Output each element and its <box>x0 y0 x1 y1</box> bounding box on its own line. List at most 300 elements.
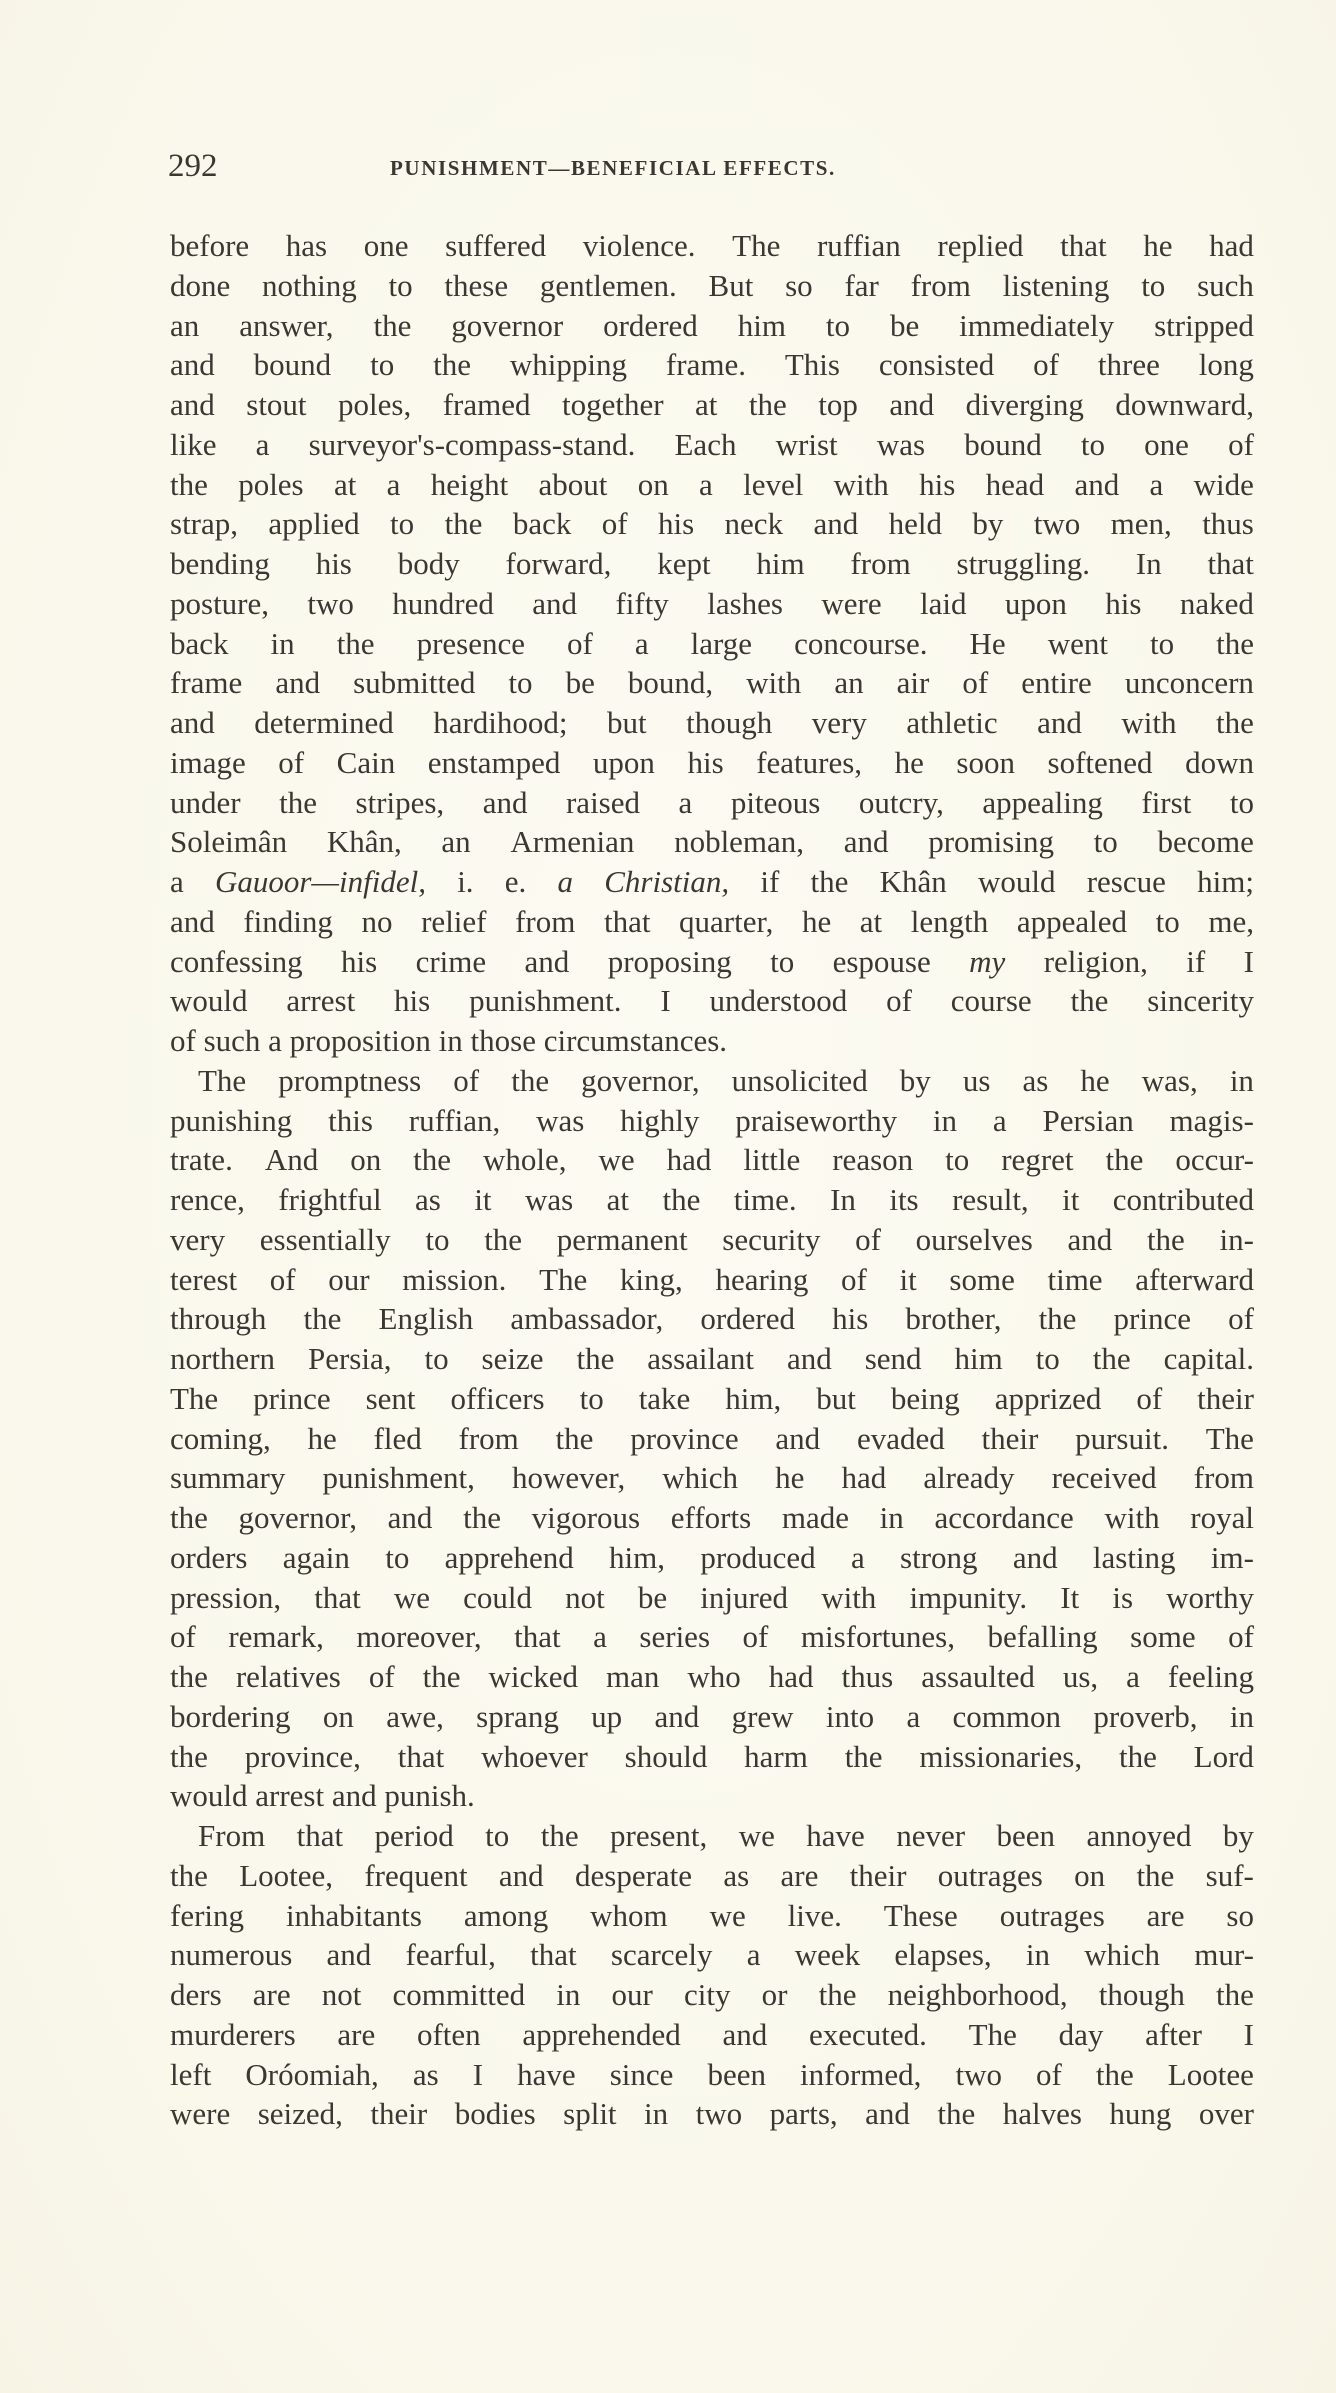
word: nothing <box>262 267 357 303</box>
word: though <box>686 705 773 740</box>
word: features, <box>756 744 863 780</box>
word: had <box>1209 228 1254 263</box>
word: remark, <box>228 1619 324 1655</box>
word: promptness <box>278 1062 422 1098</box>
word: to <box>770 943 795 979</box>
word: him <box>756 546 805 581</box>
word: ruffian <box>816 228 901 263</box>
word: such <box>1197 267 1254 303</box>
word: us <box>962 1062 991 1098</box>
word: as <box>412 2056 439 2092</box>
word: posture, <box>170 585 270 621</box>
word: the <box>555 1420 594 1456</box>
word: we <box>709 1897 746 1933</box>
word: by <box>972 506 1004 542</box>
word: halves <box>1002 2096 1082 2132</box>
word: of <box>841 1261 867 1297</box>
word: understood <box>709 983 848 1019</box>
word: the <box>1216 625 1254 661</box>
word: sincerity <box>1147 983 1254 1019</box>
word: not <box>565 1579 605 1615</box>
word: gentlemen. <box>539 267 677 303</box>
word: the <box>433 347 471 383</box>
word: punishment. <box>469 983 622 1019</box>
word: again <box>282 1539 350 1575</box>
word: take <box>638 1380 691 1416</box>
word: murderers <box>170 2016 296 2052</box>
word: those <box>470 1023 536 1058</box>
word: we <box>598 1142 635 1178</box>
word: coming, <box>170 1420 271 1456</box>
word: to <box>1035 1341 1060 1376</box>
word: was <box>536 1102 585 1138</box>
word: and <box>813 506 859 542</box>
word: about <box>538 466 608 502</box>
word: province, <box>244 1738 361 1774</box>
word: and <box>275 665 321 701</box>
word: and <box>170 705 215 740</box>
word: The <box>198 1062 247 1098</box>
word: evaded <box>856 1420 945 1456</box>
word: terest <box>170 1261 238 1297</box>
word: the <box>484 1221 523 1257</box>
word: hung <box>1109 2096 1172 2132</box>
word: however, <box>511 1460 626 1496</box>
word: that <box>530 1937 577 1973</box>
word: would <box>977 864 1056 899</box>
word: arrest <box>286 983 356 1019</box>
text-line <box>170 1538 1254 1578</box>
word: and <box>482 784 528 820</box>
word: proverb, <box>1093 1698 1198 1734</box>
word: his <box>315 546 352 581</box>
word: in <box>556 1977 581 2012</box>
word: if <box>1186 943 1206 979</box>
word: been <box>996 1818 1056 1853</box>
word: punishing <box>170 1102 293 1138</box>
word: of <box>601 506 628 542</box>
text-line <box>170 942 1254 982</box>
word: that <box>397 1738 445 1774</box>
word: top <box>818 387 858 422</box>
word: king, <box>619 1261 683 1297</box>
word: and <box>843 824 889 860</box>
word: from <box>515 903 576 939</box>
word: but <box>607 705 647 740</box>
word: by <box>899 1062 931 1098</box>
word: the <box>1095 2056 1134 2092</box>
word: are <box>252 1977 291 2012</box>
word: unsolicited <box>731 1062 868 1098</box>
word: very <box>170 1221 226 1257</box>
word: the <box>170 466 208 502</box>
word: of <box>1036 2056 1062 2092</box>
text-line <box>170 663 1254 703</box>
word: bound <box>964 426 1042 462</box>
word: being <box>890 1380 960 1416</box>
word: us, <box>1062 1659 1099 1694</box>
word: become <box>1157 824 1254 860</box>
word: we <box>393 1579 430 1615</box>
text-line <box>170 902 1254 942</box>
word: awe, <box>386 1698 444 1734</box>
word: suffered <box>445 228 547 263</box>
word: seized, <box>257 2096 343 2132</box>
word: Each <box>674 426 737 462</box>
word: it <box>1062 1182 1080 1217</box>
word: the <box>170 1738 208 1774</box>
word: the <box>413 1142 452 1178</box>
text-line <box>170 981 1254 1021</box>
word: never <box>896 1818 966 1853</box>
text-line <box>170 1816 1254 1856</box>
word: to <box>825 307 851 343</box>
word: to <box>579 1380 604 1416</box>
word: day <box>1058 2016 1104 2052</box>
word: and <box>170 347 215 383</box>
word: appealing <box>982 784 1103 820</box>
word: of <box>170 1619 196 1655</box>
word: our <box>611 1977 653 2012</box>
word: royal <box>1190 1500 1254 1535</box>
word: I <box>1243 2016 1254 2052</box>
word: him, <box>725 1380 782 1416</box>
word: city <box>684 1977 731 2012</box>
word: The <box>1205 1420 1254 1456</box>
word: upon <box>1004 585 1067 621</box>
word: e. <box>504 864 527 899</box>
text-line <box>170 1260 1254 1300</box>
word: outrages <box>937 1857 1043 1893</box>
word: entire <box>1021 665 1092 701</box>
word: Lord <box>1193 1738 1254 1774</box>
word: to <box>508 665 533 701</box>
word: the <box>844 1738 883 1774</box>
word: upon <box>592 744 655 780</box>
word: into <box>825 1698 875 1734</box>
text-line <box>170 226 1254 266</box>
word: he <box>1143 228 1173 263</box>
word: of <box>170 1023 196 1058</box>
word: who <box>687 1659 741 1694</box>
word: praiseworthy <box>735 1102 898 1138</box>
word: raised <box>565 784 641 820</box>
word: sprang <box>476 1698 559 1734</box>
word: bound <box>253 347 332 383</box>
word: Soleimân <box>170 824 288 860</box>
word: he <box>775 1460 805 1496</box>
word: relatives <box>235 1659 341 1694</box>
word: to <box>390 506 415 542</box>
word: The <box>968 2016 1017 2052</box>
word: split <box>563 2096 617 2132</box>
word: circumstances. <box>543 1023 728 1058</box>
word: And <box>264 1142 319 1178</box>
word: course <box>950 983 1032 1019</box>
word: fifty <box>615 585 669 621</box>
word: but <box>816 1380 856 1416</box>
text-line <box>170 544 1254 584</box>
word: three <box>1097 347 1160 383</box>
text-line <box>170 1975 1254 2015</box>
word: a <box>678 784 693 820</box>
word: thus <box>1202 506 1254 542</box>
word: whoever <box>481 1738 588 1774</box>
word: in <box>644 2096 669 2132</box>
word: apprized <box>994 1380 1102 1416</box>
word: answer, <box>239 307 334 343</box>
word: that <box>603 903 651 939</box>
text-line <box>170 345 1254 385</box>
text-line <box>170 1379 1254 1419</box>
word: a <box>1126 1659 1140 1694</box>
word: These <box>883 1897 958 1933</box>
word: his <box>340 943 378 979</box>
word: the <box>373 307 412 343</box>
word: it <box>474 1182 492 1217</box>
word: But <box>708 267 754 303</box>
word: him <box>954 1341 1003 1376</box>
word: In <box>830 1182 856 1217</box>
text-line <box>170 306 1254 346</box>
word: made <box>781 1500 849 1535</box>
word: highly <box>620 1102 700 1138</box>
word: a <box>906 1698 921 1734</box>
word: Lootee <box>1167 2056 1254 2092</box>
word: struggling. <box>956 546 1090 581</box>
word: send <box>864 1341 922 1376</box>
word: He <box>969 625 1006 661</box>
word: his <box>657 506 695 542</box>
word: pression, <box>170 1579 282 1615</box>
word: frame. <box>665 347 746 383</box>
word: under <box>170 784 241 820</box>
word: a <box>557 864 574 899</box>
word: an <box>441 824 471 860</box>
text-line <box>170 1061 1254 1101</box>
word: a <box>746 1937 761 1973</box>
word: had <box>841 1460 887 1496</box>
word: ders <box>170 1977 222 2012</box>
word: to <box>1149 625 1175 661</box>
word: Lootee, <box>239 1857 334 1893</box>
word: security <box>722 1221 821 1257</box>
word: soon <box>956 744 1015 780</box>
word: Armenian <box>510 824 635 860</box>
word: their <box>1197 1380 1254 1416</box>
word: after <box>1145 2016 1202 2052</box>
text-line <box>170 584 1254 624</box>
word: diverging <box>965 387 1084 422</box>
word: that <box>1060 228 1107 263</box>
word: on <box>322 1698 354 1734</box>
word: so <box>785 267 813 303</box>
word: level <box>743 466 804 502</box>
word: frequent <box>364 1857 468 1893</box>
word: to <box>385 1539 410 1575</box>
word: appealed <box>1016 903 1128 939</box>
text-line <box>170 1220 1254 1260</box>
word: the <box>511 1062 550 1098</box>
word: which <box>1084 1937 1161 1973</box>
word: of <box>567 625 593 661</box>
word: some <box>1130 1619 1196 1655</box>
word: would <box>170 1778 248 1814</box>
word: a <box>1149 466 1164 502</box>
word: violence. <box>582 228 696 263</box>
word: the <box>444 506 483 542</box>
word: magis- <box>1169 1102 1254 1138</box>
word: apprehend <box>444 1539 574 1575</box>
word: as <box>1022 1062 1049 1098</box>
word: have <box>517 2056 576 2092</box>
word: impunity. <box>909 1579 1028 1615</box>
word: common <box>952 1698 1062 1734</box>
word: athletic <box>906 705 998 740</box>
word: together <box>561 387 664 422</box>
body-text <box>170 226 1254 2134</box>
word: live. <box>787 1897 842 1933</box>
word: to <box>1093 824 1118 860</box>
word: Oróomiah, <box>245 2056 379 2092</box>
word: to <box>485 1818 510 1853</box>
text-line <box>170 1737 1254 1777</box>
word: piteous <box>730 784 821 820</box>
word: parts, <box>769 2096 838 2132</box>
text-line <box>170 385 1254 425</box>
word: such <box>203 1023 261 1058</box>
word: if <box>760 864 780 899</box>
word: The <box>170 1380 219 1416</box>
word: Gauoor—infidel, <box>214 864 426 899</box>
word: of <box>1228 1301 1254 1337</box>
word: hundred <box>392 585 494 621</box>
word: as <box>415 1182 441 1217</box>
word: determined <box>254 705 394 740</box>
word: the <box>1105 1142 1144 1178</box>
word: two <box>307 585 354 621</box>
word: image <box>170 744 246 780</box>
word: listening <box>1002 267 1110 303</box>
word: in <box>438 1023 463 1058</box>
text-line <box>170 783 1254 823</box>
word: frame <box>170 665 243 701</box>
word: accordance <box>934 1500 1074 1535</box>
word: whole, <box>483 1142 567 1178</box>
word: before <box>170 228 250 263</box>
text-line <box>170 1617 1254 1657</box>
word: reason <box>832 1142 914 1178</box>
word: to <box>424 1341 449 1376</box>
word: a <box>386 466 401 502</box>
word: I <box>1243 943 1254 979</box>
word: the <box>1216 705 1254 740</box>
word: ambassador, <box>510 1301 664 1337</box>
word: prince <box>253 1380 331 1416</box>
word: of <box>1228 1619 1254 1655</box>
word: of <box>886 983 912 1019</box>
word: neighborhood, <box>887 1977 1068 2012</box>
word: northern <box>170 1341 276 1376</box>
text-line <box>170 1101 1254 1141</box>
word: assailant <box>647 1341 755 1376</box>
word: brother, <box>905 1301 1002 1337</box>
word: one <box>1144 426 1189 462</box>
word: the <box>662 1182 701 1217</box>
word: assaulted <box>921 1659 1035 1694</box>
text-line <box>170 1458 1254 1498</box>
word: capital. <box>1163 1341 1254 1376</box>
word: wrist <box>775 426 838 462</box>
word: elapses, <box>894 1937 992 1973</box>
word: misfortunes, <box>800 1619 955 1655</box>
word: he <box>307 1420 337 1456</box>
word: fering <box>170 1897 245 1933</box>
word: the <box>1136 1857 1175 1893</box>
word: ourselves <box>915 1221 1033 1257</box>
word: wicked <box>488 1659 579 1694</box>
word: and <box>331 1778 377 1814</box>
word: a <box>699 466 713 502</box>
word: and <box>654 1698 700 1734</box>
word: bound, <box>627 665 714 701</box>
word: occur- <box>1175 1142 1254 1178</box>
word: province <box>630 1420 739 1456</box>
word: him; <box>1197 864 1254 899</box>
word: submitted <box>353 665 476 701</box>
word: on <box>350 1142 382 1178</box>
word: week <box>794 1937 861 1973</box>
word: immediately <box>959 307 1115 343</box>
word: series <box>639 1619 711 1655</box>
word: the <box>748 387 787 422</box>
word: large <box>690 625 753 661</box>
word: height <box>430 466 509 502</box>
word: at <box>606 1182 630 1217</box>
word: and <box>889 387 935 422</box>
word: that <box>514 1619 561 1655</box>
word: his <box>394 983 431 1019</box>
word: air <box>896 665 930 701</box>
word: the <box>170 1659 208 1694</box>
word: he <box>894 744 924 780</box>
word: inhabitants <box>285 1897 422 1933</box>
word: the <box>279 784 317 820</box>
word: Christian, <box>604 864 730 899</box>
word: a <box>593 1619 607 1655</box>
word: outcry, <box>858 784 944 820</box>
word: to <box>1141 267 1166 303</box>
word: or <box>761 1977 788 2012</box>
word: fled <box>373 1420 422 1456</box>
text-line <box>170 1299 1254 1339</box>
word: a <box>170 864 184 899</box>
word: I <box>472 2056 484 2092</box>
word: to <box>1229 784 1254 820</box>
word: officers <box>450 1380 545 1416</box>
word: were <box>170 2096 231 2132</box>
text-line <box>170 504 1254 544</box>
word: softened <box>1047 744 1153 780</box>
word: Khân <box>879 864 947 899</box>
paragraph <box>170 1061 1254 1816</box>
word: held <box>888 506 942 542</box>
text-line <box>170 1856 1254 1896</box>
word: me, <box>1208 903 1254 939</box>
word: through <box>170 1301 267 1337</box>
word: befalling <box>987 1619 1098 1655</box>
word: and <box>1074 466 1120 502</box>
